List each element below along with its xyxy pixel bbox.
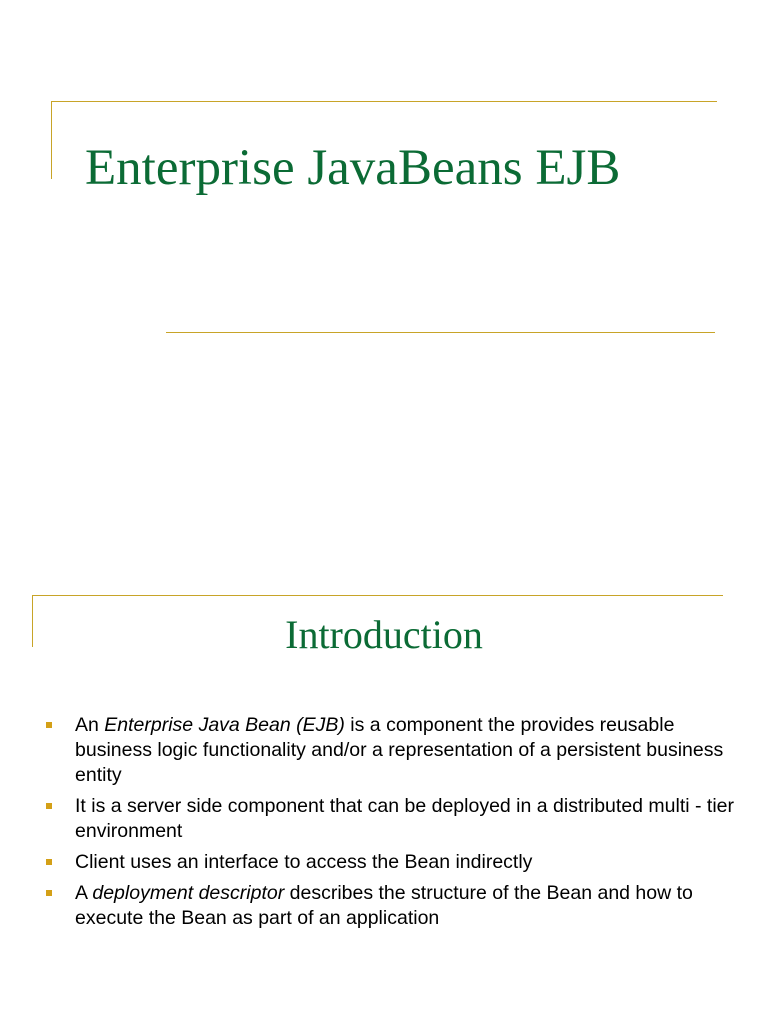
list-item bbox=[44, 794, 744, 844]
square-bullet-icon bbox=[46, 722, 52, 728]
bullet-text-rest: describes the structure of the Bean and how to execute the Bean as part of an application bbox=[75, 882, 693, 929]
square-bullet-icon bbox=[46, 890, 52, 896]
bullet-text: A bbox=[75, 882, 93, 904]
bullet-text: Client uses an interface to access the Bean indirectly bbox=[75, 851, 533, 873]
bullet-text-rest: is a component the provides reusable business logic functionality and/or a representation of a persistent business entity bbox=[75, 714, 724, 786]
top-rule bbox=[32, 595, 723, 596]
square-bullet-icon bbox=[46, 803, 52, 809]
section-heading: Introduction bbox=[285, 612, 483, 657]
subtitle-rule bbox=[166, 332, 715, 333]
bullet-list bbox=[44, 713, 744, 937]
slide-title: Enterprise JavaBeans EJB bbox=[85, 140, 621, 196]
bullet-emphasis: Enterprise Java Bean (EJB) bbox=[104, 714, 345, 736]
bullet-text: An bbox=[75, 714, 105, 736]
left-rule bbox=[51, 101, 52, 179]
bullet-text: It is a server side component that can be deployed in a distributed multi - tier environment bbox=[75, 795, 735, 842]
list-item bbox=[44, 850, 744, 875]
square-bullet-icon bbox=[46, 859, 52, 865]
list-item bbox=[44, 881, 744, 931]
list-item bbox=[44, 713, 744, 788]
top-rule bbox=[51, 101, 717, 102]
bullet-emphasis: deployment descriptor bbox=[92, 882, 285, 904]
